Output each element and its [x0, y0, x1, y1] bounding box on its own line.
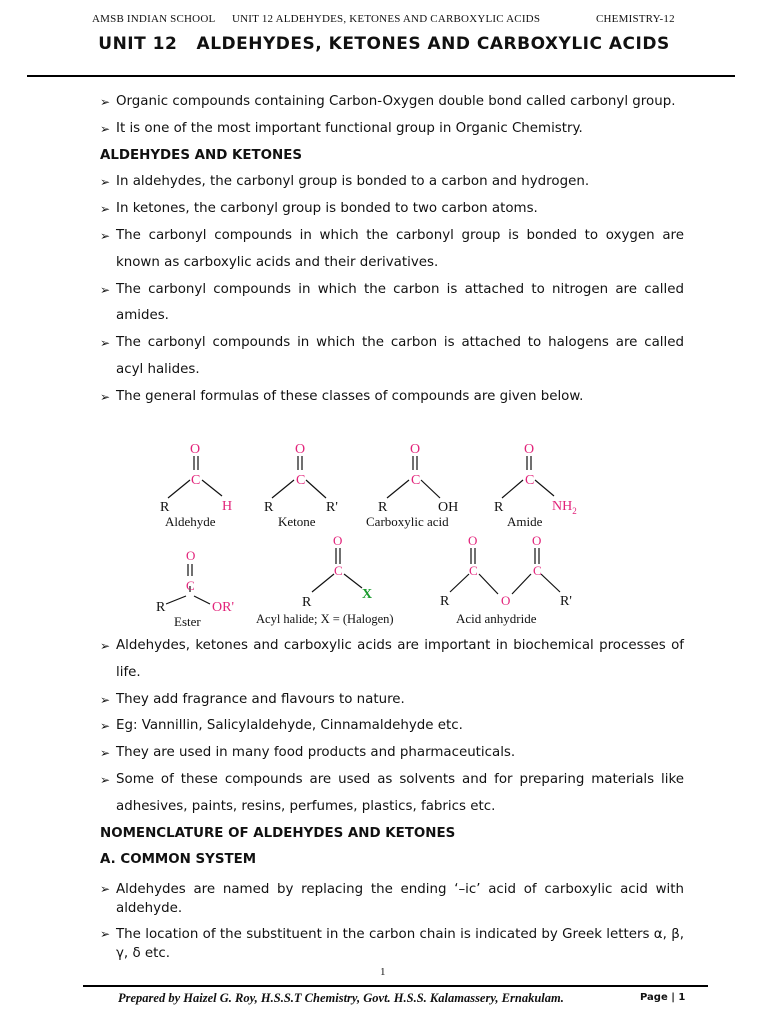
- atom-r: R: [160, 500, 170, 515]
- bullet-general-formulas: ➢ The general formulas of these classes of compounds are given below.: [100, 384, 684, 411]
- intro-bullet-2: ➢ It is one of the most important functional group in Organic Chemistry.: [100, 116, 684, 143]
- atom-o: O: [410, 442, 421, 457]
- page-label: Page | 1: [640, 992, 686, 1003]
- atom-c: C: [411, 473, 421, 488]
- header-divider: [27, 75, 735, 77]
- atom-o: O: [468, 533, 478, 548]
- caption-ester: Ester: [174, 614, 201, 629]
- atom-r: R: [302, 595, 312, 610]
- caption-acid-anhydride: Acid anhydride: [456, 611, 537, 626]
- atom-c: C: [186, 578, 195, 593]
- atom-or-prime: OR': [212, 600, 234, 615]
- atom-c: C: [533, 563, 542, 578]
- atom-r: R: [264, 500, 274, 515]
- subscript-2: 2: [572, 506, 577, 516]
- header-school: AMSB INDIAN SCHOOL: [92, 13, 216, 25]
- content-top: [100, 89, 684, 411]
- header-subject: CHEMISTRY-12: [596, 13, 675, 25]
- bullet-amides: ➢ The carbonyl compounds in which the carbon is attached to nitrogen are called amides.: [100, 277, 684, 331]
- atom-oh: OH: [438, 500, 459, 515]
- atom-c: C: [469, 563, 478, 578]
- atom-c: C: [525, 473, 535, 488]
- atom-o: O: [190, 442, 201, 457]
- atom-h: H: [222, 499, 233, 514]
- atom-r: R: [378, 500, 388, 515]
- atom-c: C: [296, 473, 306, 488]
- bullet-biochemical: ➢ Aldehydes, ketones and carboxylic acids are important in biochemical processes of life.: [100, 633, 684, 687]
- section-heading-aldehydes-ketones: ALDEHYDES AND KETONES: [100, 147, 303, 163]
- caption-acyl-halide: Acyl halide; X = (Halogen): [256, 612, 394, 626]
- atom-c: C: [191, 473, 201, 488]
- atom-r: R: [156, 600, 166, 615]
- caption-ketone: Ketone: [278, 514, 316, 529]
- bullet-food-pharma: ➢ They are used in many food products and pharmaceuticals.: [100, 740, 684, 767]
- bullet-fragrance: ➢ They add fragrance and flavours to nature.: [100, 687, 684, 714]
- atom-o: O: [532, 533, 542, 548]
- caption-carboxylic-acid: Carboxylic acid: [366, 514, 449, 529]
- atom-r-prime: R': [326, 500, 338, 515]
- footer-divider: [83, 985, 708, 987]
- atom-o: O: [186, 548, 196, 563]
- atom-r-prime: R': [560, 594, 572, 609]
- atom-o: O: [524, 442, 535, 457]
- page-number-center: 1: [380, 966, 386, 978]
- caption-aldehyde: Aldehyde: [165, 514, 216, 529]
- intro-bullet-1: ➢ Organic compounds containing Carbon-Oxygen double bond called carbonyl group.: [100, 89, 684, 116]
- atom-bridging-o: O: [501, 593, 511, 608]
- subheading-common-system: A. COMMON SYSTEM: [100, 852, 257, 868]
- bullet-aldehyde-naming: ➢ Aldehydes are named by replacing the ending ‘–ic’ acid of carboxylic acid with aldehyde.: [100, 880, 684, 918]
- bullet-aldehydes: ➢ In aldehydes, the carbonyl group is bonded to a carbon and hydrogen.: [100, 169, 684, 196]
- bullet-ketones: ➢ In ketones, the carbonyl group is bonded to two carbon atoms.: [100, 196, 684, 223]
- atom-x: X: [362, 587, 373, 602]
- bullet-acyl-halides: ➢ The carbonyl compounds in which the carbon is attached to halogens are called acyl halides.: [100, 330, 684, 384]
- content-bottom: [100, 633, 684, 970]
- caption-amide: Amide: [507, 514, 543, 529]
- bullet-greek-letters: ➢ The location of the substituent in the carbon chain is indicated by Greek letters α, β, γ, δ etc.: [100, 925, 684, 963]
- atom-r: R: [440, 594, 450, 609]
- atom-o: O: [295, 442, 306, 457]
- bullet-carboxylic: ➢ The carbonyl compounds in which the carbonyl group is bonded to oxygen are known as carboxylic acids and their derivatives.: [100, 223, 684, 277]
- atom-c: C: [334, 563, 343, 578]
- bullet-solvents: ➢ Some of these compounds are used as solvents and for preparing materials like adhesives, paints, resins, perfumes, plastics, fabrics etc.: [100, 767, 684, 821]
- bullet-examples: ➢ Eg: Vannillin, Salicylaldehyde, Cinnamaldehyde etc.: [100, 713, 684, 740]
- atom-nh2: [552, 499, 577, 516]
- header-unit: UNIT 12 ALDEHYDES, KETONES AND CARBOXYLIC ACIDS: [232, 13, 541, 25]
- section-heading-nomenclature: NOMENCLATURE OF ALDEHYDES AND KETONES: [100, 825, 456, 841]
- atom-r: R: [494, 500, 504, 515]
- atom-nh: NH: [552, 499, 573, 514]
- structural-formulas-figure: [140, 430, 610, 635]
- page-title: UNIT 12 ALDEHYDES, KETONES AND CARBOXYLIC ACIDS: [98, 34, 670, 54]
- footer-credit: Prepared by Haizel G. Roy, H.S.S.T Chemistry, Govt. H.S.S. Kalamassery, Ernakulam.: [118, 991, 564, 1005]
- atom-o: O: [333, 533, 343, 548]
